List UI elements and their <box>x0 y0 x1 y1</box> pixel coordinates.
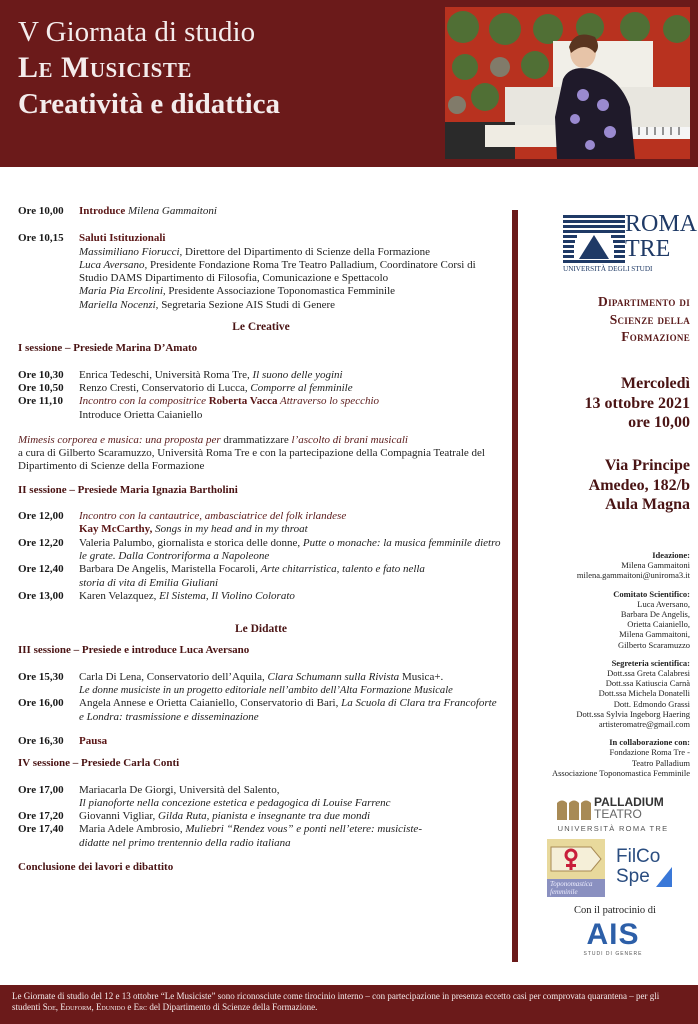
conclusion: Conclusione dei lavori e dibattito <box>18 860 174 873</box>
toponomastica-femminile-logo: Toponomastica femminile <box>547 839 605 897</box>
agenda-item: Ore 10,30 Enrica Tedeschi, Università Roma Tre, Il suono delle yogini <box>18 368 343 381</box>
title-line-2: Le Musiciste <box>18 51 192 84</box>
filcospe-logo: FilCo Spe <box>616 843 676 893</box>
palladium-teatro-logo: PALLADIUM TEATRO UNIVERSITÀ ROMA TRE <box>557 795 669 833</box>
ais-logo: AIS STUDI DI GENERE <box>583 918 643 957</box>
session-1-title: I sessione – Presiede Marina D’Amato <box>18 342 198 355</box>
agenda-item: Ore 17,00 Mariacarla De Giorgi, Università del Salento, Il pianoforte nella concezione estetica e pedagogica di Louise Farrenc <box>18 783 391 809</box>
segreteria-title: Segreteria scientifica: <box>611 657 690 668</box>
agenda-item: Ore 17,40 Maria Adele Ambrosio, Muliebri “Rendez vous” e ponti nell’etere: musiciste-didatte nel primo trentennio della radio italiana <box>18 823 422 849</box>
session-2-title: II sessione – Presiede Maria Ignazia Bartholini <box>18 483 238 496</box>
agenda-item: Ore 17,20 Giovanni Vigliar, Gilda Ruta, pianista e insegnante tra due mondi <box>18 810 371 823</box>
divider-bar <box>512 210 518 962</box>
email-link[interactable]: artisteromatre@gmail.com <box>598 719 690 730</box>
department: Dipartimento di Scienze della Formazione <box>598 294 690 344</box>
agenda-item: Ore 15,30 Carla Di Lena, Conservatorio dell’Aquila, Clara Schumann sulla Rivista Musica+. Le donne musiciste in un progetto editoriale nell’ambito dell’Alta Formazione Musicale <box>18 670 453 697</box>
email-link[interactable]: milena.gammaitoni@uniroma3.it <box>576 570 690 581</box>
agenda-item: Ore 11,10 Incontro con la compositrice Roberta Vacca Attraverso lo specchio Introduce Orietta Caianiello <box>18 395 380 421</box>
event-date: Mercoledì 13 ottobre 2021 ore 10,00 <box>584 375 690 431</box>
agenda-item: Ore 12,40 Barbara De Angelis, Maristella Focaroli, Arte chitarristica, talento e fato nella storia di vita di Emilia Giuliani <box>18 563 425 589</box>
event-location: Via Principe Amedeo, 182/b Aula Magna <box>588 457 690 513</box>
roma-text: ROMA <box>625 211 698 237</box>
intro-name: Milena Gammaitoni <box>128 205 217 217</box>
time: Ore 10,00 <box>18 205 64 217</box>
footer-note: Le Giornate di studio del 12 e 13 ottobre “Le Musiciste” sono riconosciute come tirocinio interno – con partecipazione in presenza eccetto casi per comprovata quarantena – per gli studenti Sde, Eduform, Edunido e Erc del Dipartimento di Scienze della Formazione. <box>0 985 698 1024</box>
session-4-title: IV sessione – Presiede Carla Conti <box>18 757 180 770</box>
collab-title: In collaborazione con: <box>609 737 690 748</box>
saluti-line: Massimiliano Fiorucci, Direttore del Dipartimento di Scienze della Formazione <box>79 245 431 258</box>
saluti-line: Mariella Nocenzi, Segretaria Sezione AIS Studi di Genere <box>79 298 336 311</box>
agenda-item: Ore 10,50 Renzo Cresti, Conservatorio di Lucca, Comporre al femminile <box>18 381 353 394</box>
header-banner <box>0 0 698 167</box>
agenda-item-saluti <box>18 232 504 312</box>
comitato-title: Comitato Scientifico: <box>613 588 690 599</box>
credits: Ideazione: Milena Gammaitoni milena.gammaitoni@uniroma3.it Comitato Scientifico: Luca Aversano, Barbara De Angelis, Orietta Caianiello, Milena Gammaitoni, Gilberto Scaramuzzo Segreteria scientifica: Dott.ssa Greta Calabresi Dott.ssa Katiuscia Carnà Dott.ssa Michela Donatelli Dott. Edmondo Grassi Dott.ssa Sylvia Ingeborg Haering artisteromatre@gmail.com In collaborazione con: Fondazione Roma Tre - Teatro Palladium Associazione Toponomastica Femminile <box>522 550 690 778</box>
mimesis-note: Mimesis corporea e musica: una proposta per drammatizzare l’ascolto di brani musicali a cura di Gilberto Scaramuzzo, Università Roma Tre e con la partecipazione della Compagnia Teatrale del Dipartimento di Scienze della Formazione <box>18 433 485 473</box>
agenda-item: Ore 12,20 Valeria Palumbo, giornalista e storica delle donne, Putte o monache: la musica femminile dietro le grate. Dalla Controriforma a Napoleone <box>18 536 501 562</box>
section-title-didatte: Le Didatte <box>234 623 288 636</box>
agenda-item: Ore 13,00 Karen Velazquez, El Sistema, Il Violino Colorato <box>18 589 295 602</box>
universita-text: UNIVERSITÀ DEGLI STUDI <box>563 265 653 273</box>
tre-text: TRE <box>625 236 671 262</box>
time: Ore 10,15 <box>18 232 64 245</box>
ideazione-title: Ideazione: <box>652 550 690 560</box>
section-title-creative: Le Creative <box>232 321 290 334</box>
title-line-1: V Giornata di studio <box>18 16 256 48</box>
title-line-3: Creatività e didattica <box>18 88 281 120</box>
program <box>18 205 504 874</box>
event-title <box>18 14 280 122</box>
saluti-label: Saluti Istituzionali <box>79 232 166 245</box>
agenda-item: Ore 16,00 Angela Annese e Orietta Caianiello, Conservatorio di Bari, La Scuola di Clara tra Francoforte e Londra: trasmissione e disseminazione <box>18 697 497 723</box>
saluti-line: Luca Aversano, Presidente Fondazione Roma Tre Teatro Palladium, Coordinatore Corsi di Studio DAMS Dipartimento di Filosofia, Comunicazione e Spettacolo <box>79 258 476 285</box>
session-3-title: III sessione – Presiede e introduce Luca Aversano <box>18 644 250 657</box>
agenda-item: Ore 12,00 Incontro con la cantautrice, ambasciatrice del folk irlandese Kay McCarthy, Songs in my head and in my throat <box>18 510 347 536</box>
woman-at-piano-painting <box>445 7 690 159</box>
agenda-item-intro <box>18 205 504 218</box>
patrocinio-label: Con il patrocinio di <box>574 905 656 916</box>
agenda-item-pausa: Ore 16,30 Pausa <box>18 734 108 747</box>
saluti-line: Maria Pia Ercolini, Presidente Associazione Toponomastica Femminile <box>79 285 396 298</box>
roma-tre-logo <box>563 211 698 277</box>
intro-label: Introduce <box>79 205 126 217</box>
